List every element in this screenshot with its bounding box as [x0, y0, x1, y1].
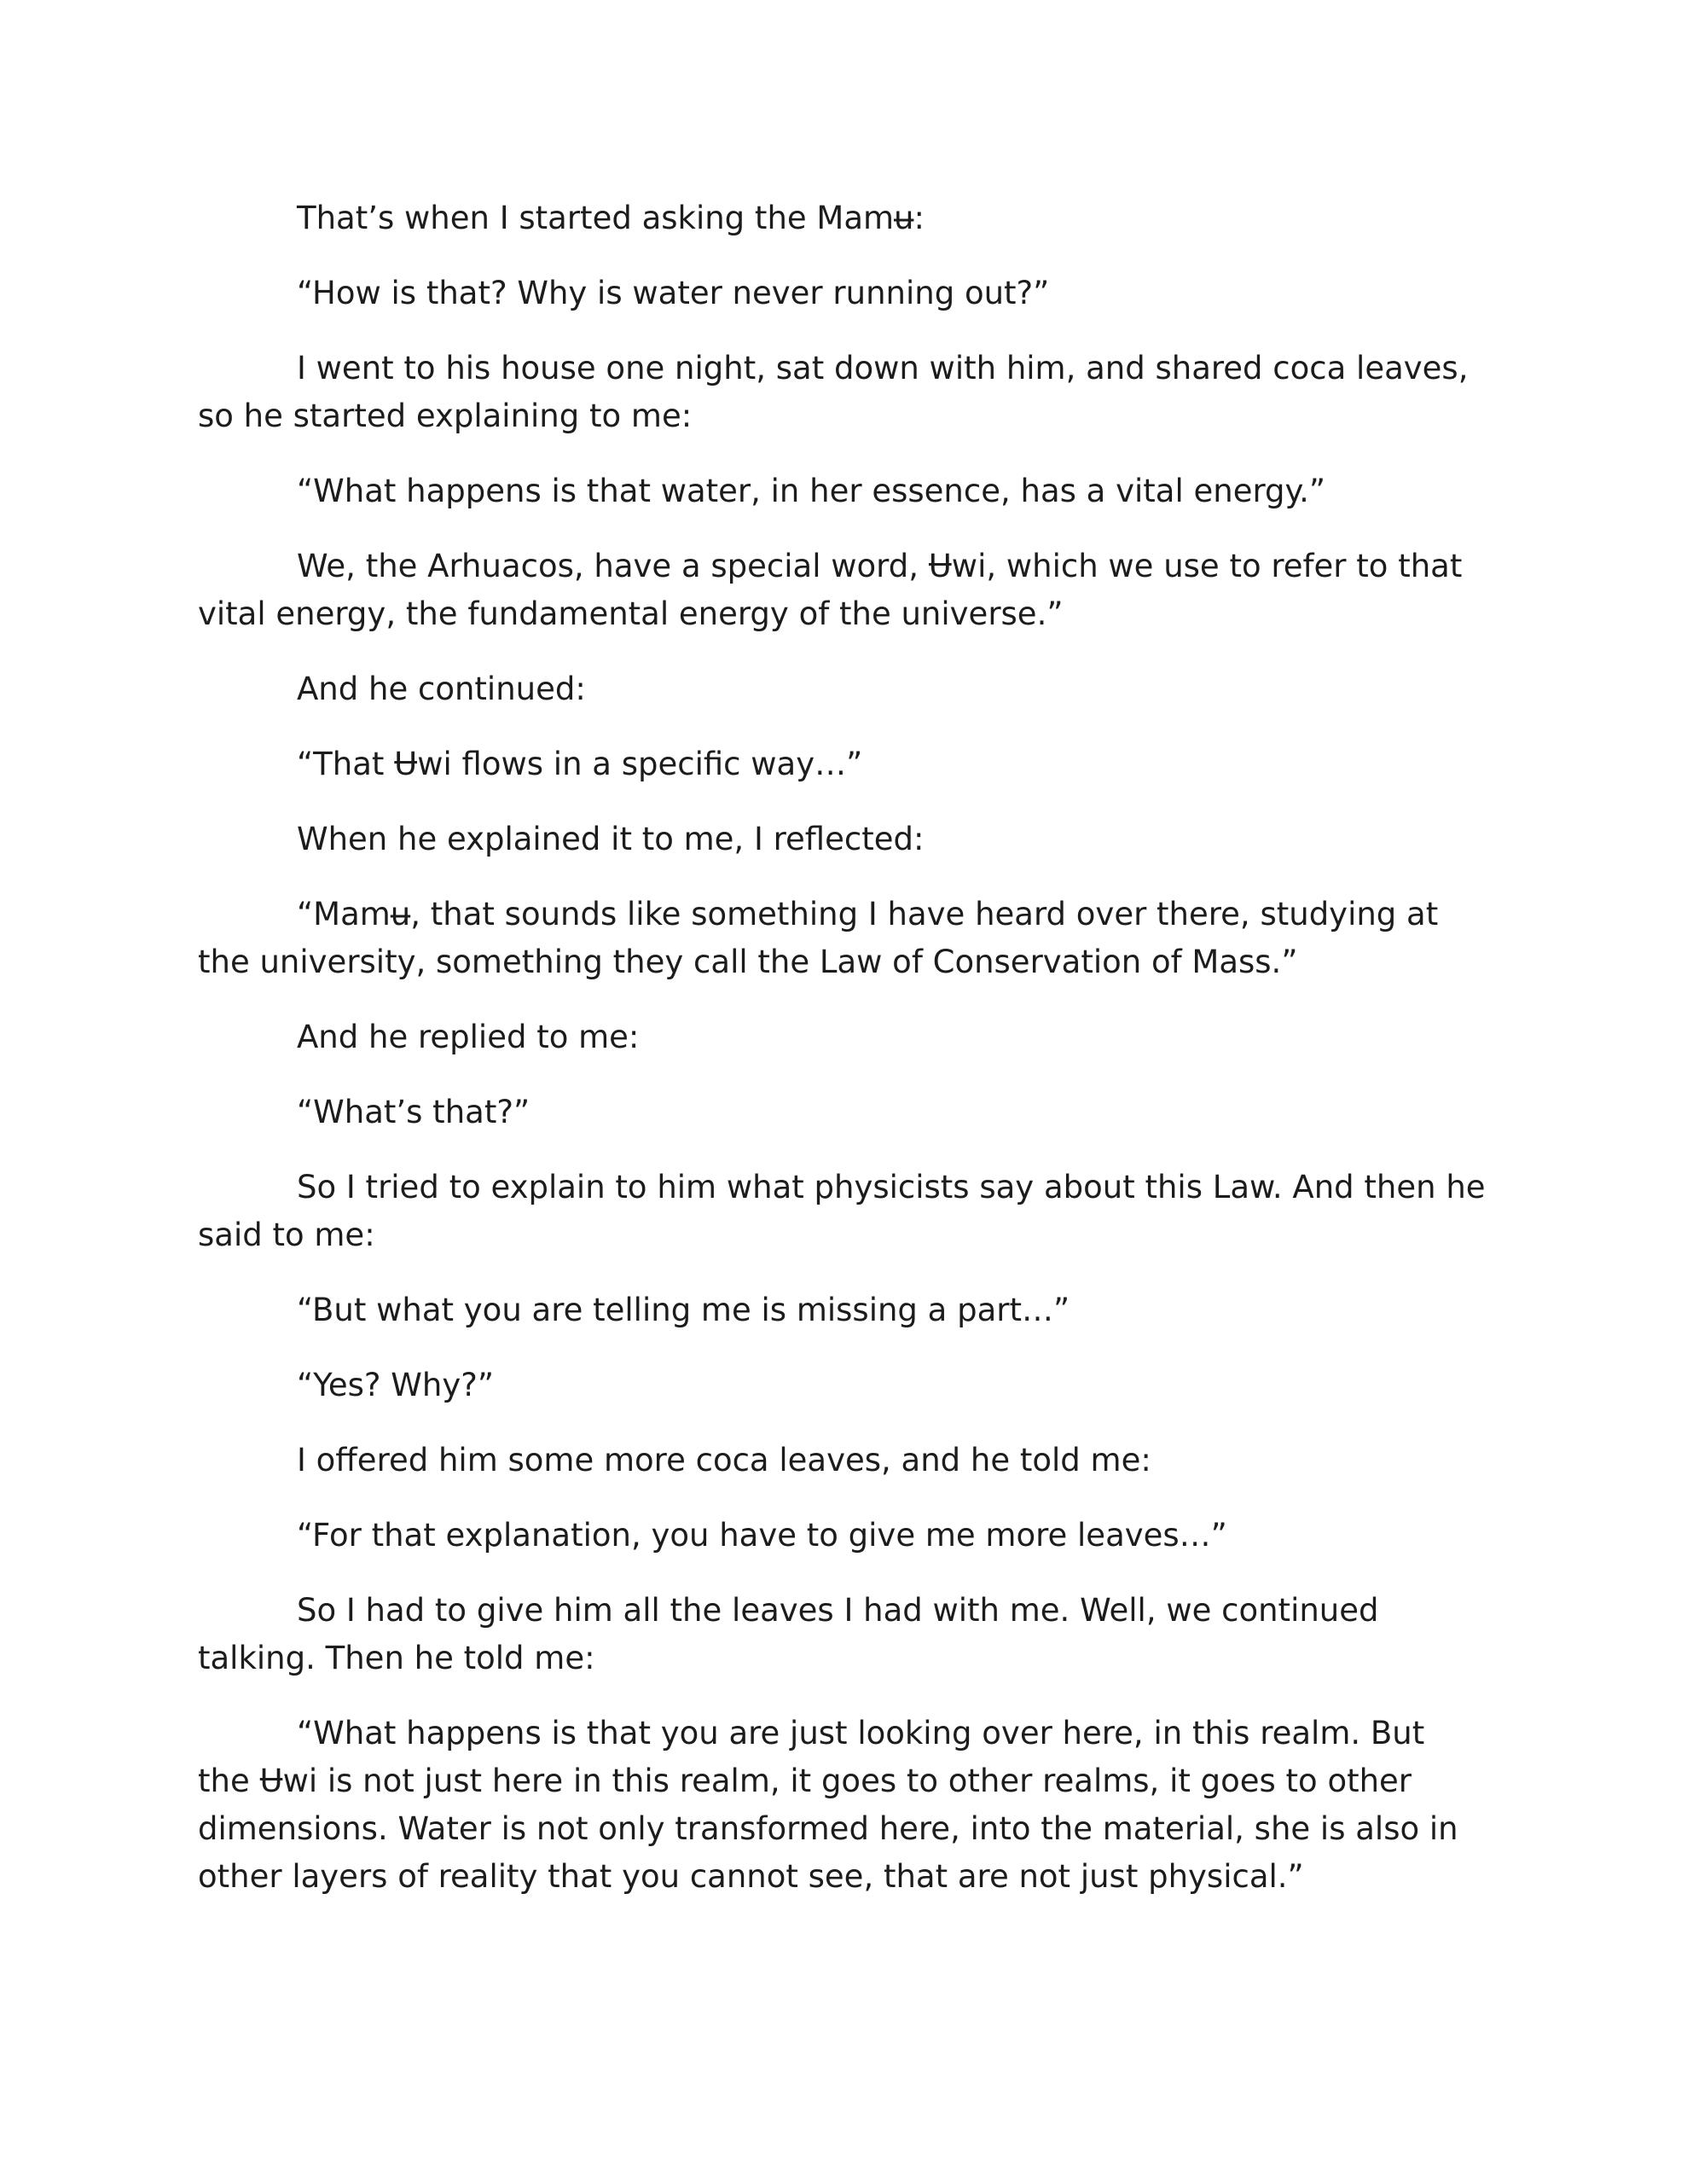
- document-body: [198, 195, 1486, 1928]
- paragraph: “Mamʉ, that sounds like something I have heard over there, studying at the university, something they call the Law of Conservation of Mass.”: [198, 896, 1439, 980]
- paragraph: “Yes? Why?”: [297, 1367, 495, 1403]
- paragraph: And he continued:: [297, 671, 586, 707]
- paragraph: I went to his house one night, sat down with him, and shared coca leaves, so he started explaining to me:: [198, 350, 1469, 434]
- paragraph: I offered him some more coca leaves, and he told me:: [297, 1442, 1151, 1478]
- paragraph: That’s when I started asking the Mamʉ:: [297, 200, 925, 236]
- paragraph: “But what you are telling me is missing a part…”: [297, 1292, 1070, 1328]
- paragraph: So I had to give him all the leaves I had with me. Well, we continued talking. Then he told me:: [198, 1592, 1379, 1676]
- paragraph: When he explained it to me, I reflected:: [297, 821, 925, 857]
- paragraph: “What happens is that you are just looking over here, in this realm. But the Ʉwi is not just here in this realm, it goes to other realms, it goes to other dimensions. Water is not only transformed here, into the material, she is also in other layers of reality that you cannot see, that are not just physical.”: [198, 1715, 1458, 1895]
- paragraph: So I tried to explain to him what physicists say about this Law. And then he said to me:: [198, 1169, 1486, 1253]
- paragraph: “That Ʉwi flows in a specific way…”: [297, 746, 863, 782]
- paragraph: “How is that? Why is water never running out?”: [297, 275, 1050, 311]
- paragraph: “What happens is that water, in her essence, has a vital energy.”: [297, 473, 1326, 509]
- paragraph: We, the Arhuacos, have a special word, Ʉwi, which we use to refer to that vital energy, the fundamental energy of the universe.”: [198, 548, 1463, 632]
- paragraph: “For that explanation, you have to give me more leaves…”: [297, 1517, 1227, 1554]
- paragraph: “What’s that?”: [297, 1094, 530, 1130]
- paragraph: And he replied to me:: [297, 1019, 640, 1055]
